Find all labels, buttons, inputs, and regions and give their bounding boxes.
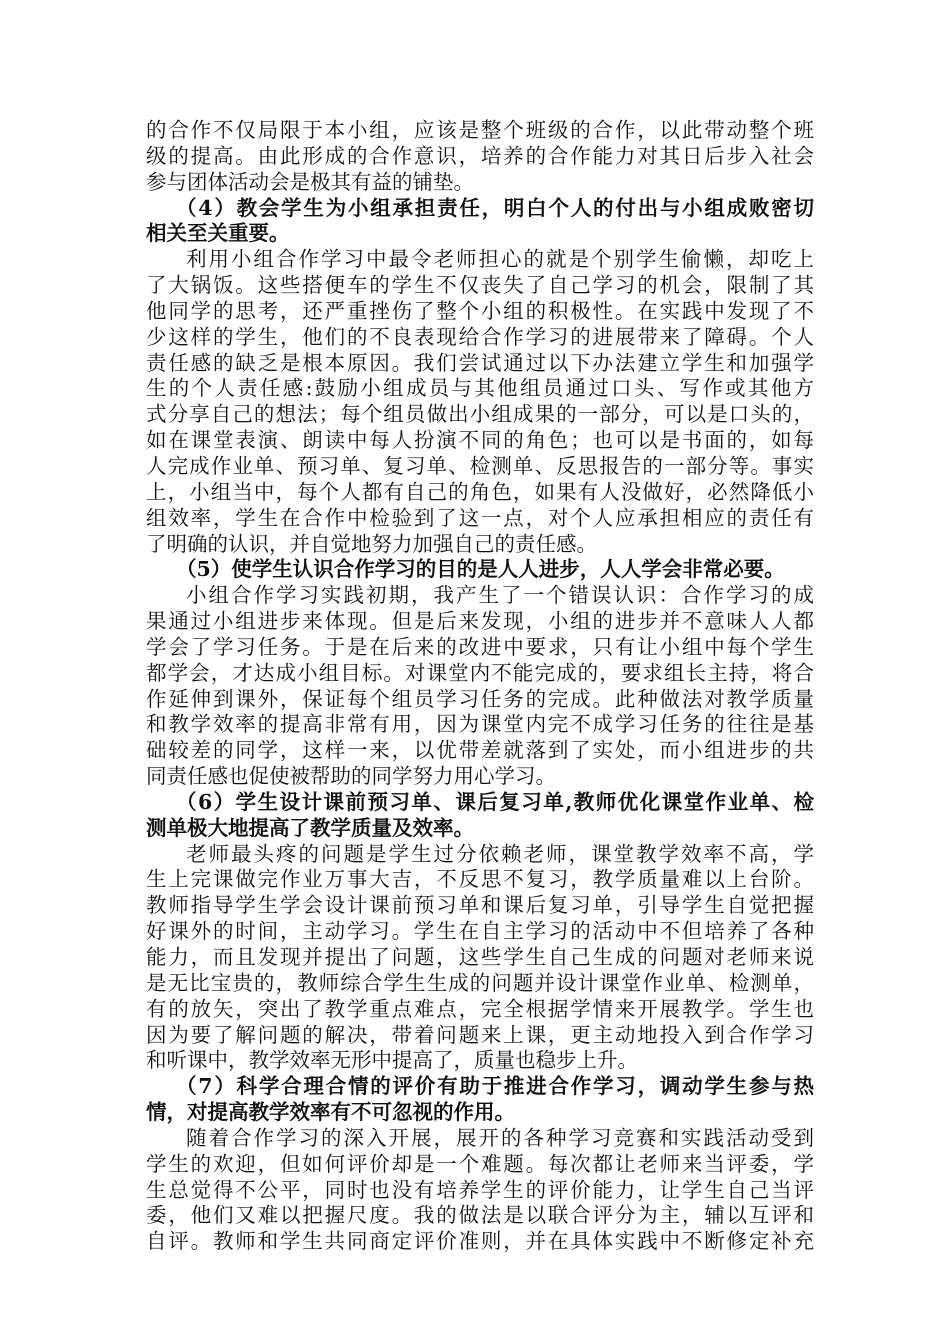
text-line: 因为要了解问题的解决，带着问题来上课，更主动地投入到合作学习 — [146, 1022, 814, 1047]
text-line: 和听课中，教学效率无形中提高了，质量也稳步上升。 — [146, 1048, 638, 1073]
text-line: 生总觉得不公平，同时也没有培养学生的评价能力，让学生自己当评 — [146, 1177, 814, 1202]
heading-line: 测单极大地提高了教学质量及效率。 — [146, 815, 474, 840]
text-line: 和教学效率的提高非常有用，因为课堂内完不成学习任务的往往是基 — [146, 712, 814, 737]
text-line: 学生的欢迎，但如何评价却是一个难题。每次都让老师来当评委，学 — [146, 1151, 814, 1176]
text-line: 参与团体活动会是极其有益的铺垫。 — [146, 169, 474, 194]
text-line: 了大锅饭。这些搭便车的学生不仅丧失了自己学习的机会，限制了其 — [146, 273, 814, 298]
text-line: 同责任感也促使被帮助的同学努力用心学习。 — [146, 764, 556, 789]
body-paragraph — [146, 583, 814, 790]
text-line: 生的个人责任感:鼓励小组成员与其他组员通过口头、写作或其他方 — [146, 376, 814, 401]
heading-line: （5）使学生认识合作学习的目的是人人进步，人人学会非常必要。 — [176, 557, 785, 582]
text-line: 委，他们又难以把握尺度。我的做法是以联合评分为主，辅以互评和 — [146, 1203, 814, 1228]
body-paragraph — [146, 118, 814, 196]
text-line: 小组合作学习实践初期，我产生了一个错误认识：合作学习的成 — [186, 583, 814, 608]
text-line: 好课外的时间，主动学习。学生在自主学习的活动中不但培养了各种 — [146, 919, 814, 944]
text-line: 作延伸到课外，保证每个组员学习任务的完成。此种做法对教学质量 — [146, 686, 814, 711]
text-line: 责任感的缺乏是根本原因。我们尝试通过以下办法建立学生和加强学 — [146, 350, 814, 375]
text-line: 随着合作学习的深入开展，展开的各种学习竞赛和实践活动受到 — [186, 1125, 814, 1150]
heading-line: （4）教会学生为小组承担责任，明白个人的付出与小组成败密切 — [176, 195, 814, 220]
text-line: 利用小组合作学习中最令老师担心的就是个别学生偷懒，却吃上 — [186, 247, 814, 272]
heading-line: （6）学生设计课前预习单、课后复习单,教师优化课堂作业单、检 — [176, 789, 814, 814]
section-heading — [146, 196, 814, 248]
text-line: 自评。教师和学生共同商定评价准则，并在具体实践中不断修定补充 — [146, 1229, 814, 1254]
body-paragraph — [146, 842, 814, 1075]
text-line: 式分享自己的想法；每个组员做出小组成果的一部分，可以是口头的， — [146, 402, 814, 427]
body-paragraph — [146, 247, 814, 557]
body-paragraph — [146, 1126, 814, 1255]
text-line: 生上完课做完作业万事大吉，不反思不复习，教学质量难以上台阶。 — [146, 867, 814, 892]
text-line: 组效率，学生在合作中检验到了这一点，对个人应承担相应的责任有 — [146, 505, 814, 530]
text-line: 如在课堂表演、朗读中每人扮演不同的角色；也可以是书面的，如每 — [146, 428, 814, 453]
section-heading — [146, 790, 814, 842]
text-line: 都学会，才达成小组目标。对课堂内不能完成的，要求组长主持，将合 — [146, 660, 814, 685]
heading-line: 相关至关重要。 — [146, 221, 290, 246]
text-line: 人完成作业单、预习单、复习单、检测单、反思报告的一部分等。事实 — [146, 453, 814, 478]
text-line: 他同学的思考，还严重挫伤了整个小组的积极性。在实践中发现了不 — [146, 298, 814, 323]
section-heading — [146, 1074, 814, 1126]
text-line: 少这样的学生，他们的不良表现给合作学习的进展带来了障碍。个人 — [146, 324, 814, 349]
text-line: 教师指导学生学会设计课前预习单和课后复习单，引导学生自觉把握 — [146, 893, 814, 918]
text-line: 是无比宝贵的，教师综合学生生成的问题并设计课堂作业单、检测单， — [146, 970, 814, 995]
text-line: 了明确的认识，并自觉地努力加强自己的责任感。 — [146, 531, 597, 556]
heading-line: 情，对提高教学效率有不可忽视的作用。 — [146, 1100, 515, 1125]
text-line: 上，小组当中，每个人都有自己的角色，如果有人没做好，必然降低小 — [146, 479, 814, 504]
document-page — [146, 118, 814, 1255]
text-line: 学会了学习任务。于是在后来的改进中要求，只有让小组中每个学生 — [146, 634, 814, 659]
text-line: 老师最头疼的问题是学生过分依赖老师，课堂教学效率不高，学 — [186, 841, 814, 866]
text-line: 有的放矢，突出了教学重点难点，完全根据学情来开展教学。学生也 — [146, 996, 814, 1021]
text-line: 级的提高。由此形成的合作意识，培养的合作能力对其日后步入社会 — [146, 143, 814, 168]
text-line: 的合作不仅局限于本小组，应该是整个班级的合作，以此带动整个班 — [146, 118, 814, 142]
heading-line: （7）科学合理合情的评价有助于推进合作学习，调动学生参与热 — [176, 1074, 814, 1099]
section-heading — [146, 557, 814, 583]
text-line: 础较差的同学，这样一来，以优带差就落到了实处，而小组进步的共 — [146, 738, 814, 763]
text-line: 果通过小组进步来体现。但是后来发现，小组的进步并不意味人人都 — [146, 609, 814, 634]
text-line: 能力，而且发现并提出了问题，这些学生自己生成的问题对老师来说 — [146, 945, 814, 969]
